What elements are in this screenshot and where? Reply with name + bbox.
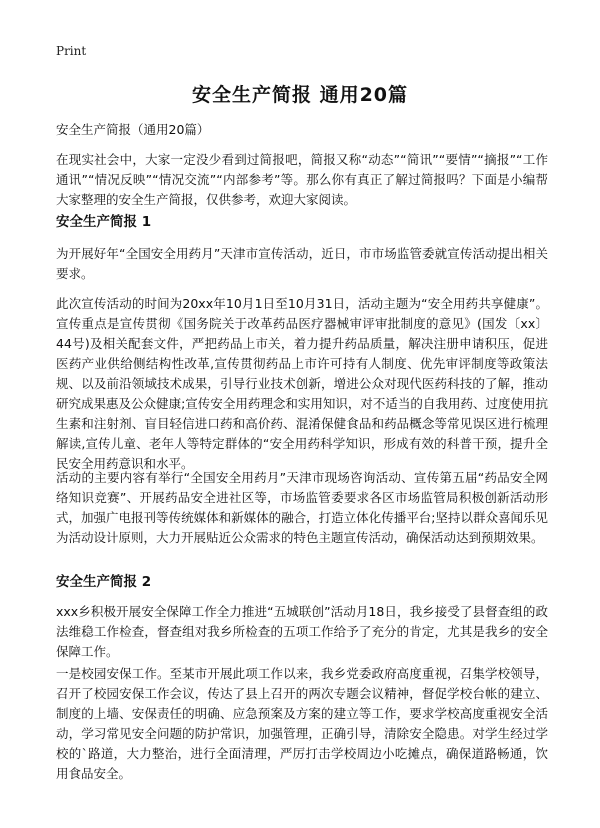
print-label[interactable]: Print bbox=[56, 44, 87, 58]
document-subtitle: 安全生产简报（通用20篇） bbox=[56, 122, 210, 137]
section-heading-1: 安全生产简报 1 bbox=[56, 214, 152, 230]
document-title: 安全生产简报 通用20篇 bbox=[191, 84, 409, 106]
intro-paragraph: 在现实社会中，大家一定没少看到过简报吧，简报又称“动态”“简讯”“要情”“摘报”“工作通讯”“情况反映”“情况交流”“内部参考”等。那么你有真正了解过简报吗？下面是小编帮大家整理的安全生产简报，仅供参考，欢迎大家阅读。 bbox=[56, 152, 548, 207]
section-1-paragraph-2: 此次宣传活动的时间为20xx年10月1日至10月31日，活动主题为“安全用药共享健康”。宣传重点是宣传贯彻《国务院关于改革药品医疗器械审评审批制度的意见》(国发〔xx〕44号)及相关配套文件，严把药品上市关，着力提升药品质量，解决注册申请积压，促进医药产业供给侧结构性改革,宣传贯彻药品上市许可持有人制度、优先审评制度等政策法规、以及前沿领域技术成果，引导行业技术创新，增进公众对现代医药科技的了解，推动研究成果惠及公众健康;宣传安全用药理念和实用知识，对不适当的自我用药、过度使用抗生素和注射剂、盲目轻信进口药和高价药、混淆保健食品和药品概念等常见误区进行梳理解读,宣传儿童、老年人等特定群体的“安全用药科学知识，形成有效的科普干预，提升全民安全用药意识和水平。 bbox=[56, 296, 548, 471]
section-1-paragraph-1: 为开展好年“全国安全用药月”天津市宣传活动，近日，市市场监管委就宣传活动提出相关要求。 bbox=[56, 246, 548, 281]
section-1-paragraph-3: 活动的主要内容有举行“全国安全用药月”天津市现场咨询活动、宣传第五届“药品安全网络知识竞赛”、开展药品安全进社区等，市场监管委要求各区市场监管局积极创新活动形式，加强广电报刊等传统媒体和新媒体的融合，打造立体化传播平台;坚持以群众喜闻乐见为活动设计原则，大力开展贴近公众需求的特色主题宣传活动，确保活动达到预期效果。 bbox=[56, 470, 548, 545]
section-2-paragraph-1: xxx乡积极开展安全保障工作全力推进“五城联创”活动月18日，我乡接受了县督查组的政法维稳工作检查，督查组对我乡所检查的五项工作给予了充分的肯定，尤其是我乡的安全保障工作。 bbox=[56, 604, 548, 659]
section-2-paragraph-2: 一是校园安保工作。至某市开展此项工作以来，我乡党委政府高度重视，召集学校领导，召开了校园安保工作会议，传达了县上召开的两次专题会议精神，督促学校台帐的建立、制度的上墙、安保责任的明确、应急预案及方案的建立等工作，要求学校高度重视安全活动，学习常见安全问题的防护常识，加强管理，正确引导，清除安全隐患。对学生经过学校的`路道，大力整治，进行全面清理，严厉打击学校周边小吃摊点，确保道路畅通，饮用食品安全。 bbox=[56, 666, 548, 781]
section-heading-2: 安全生产简报 2 bbox=[56, 574, 152, 590]
